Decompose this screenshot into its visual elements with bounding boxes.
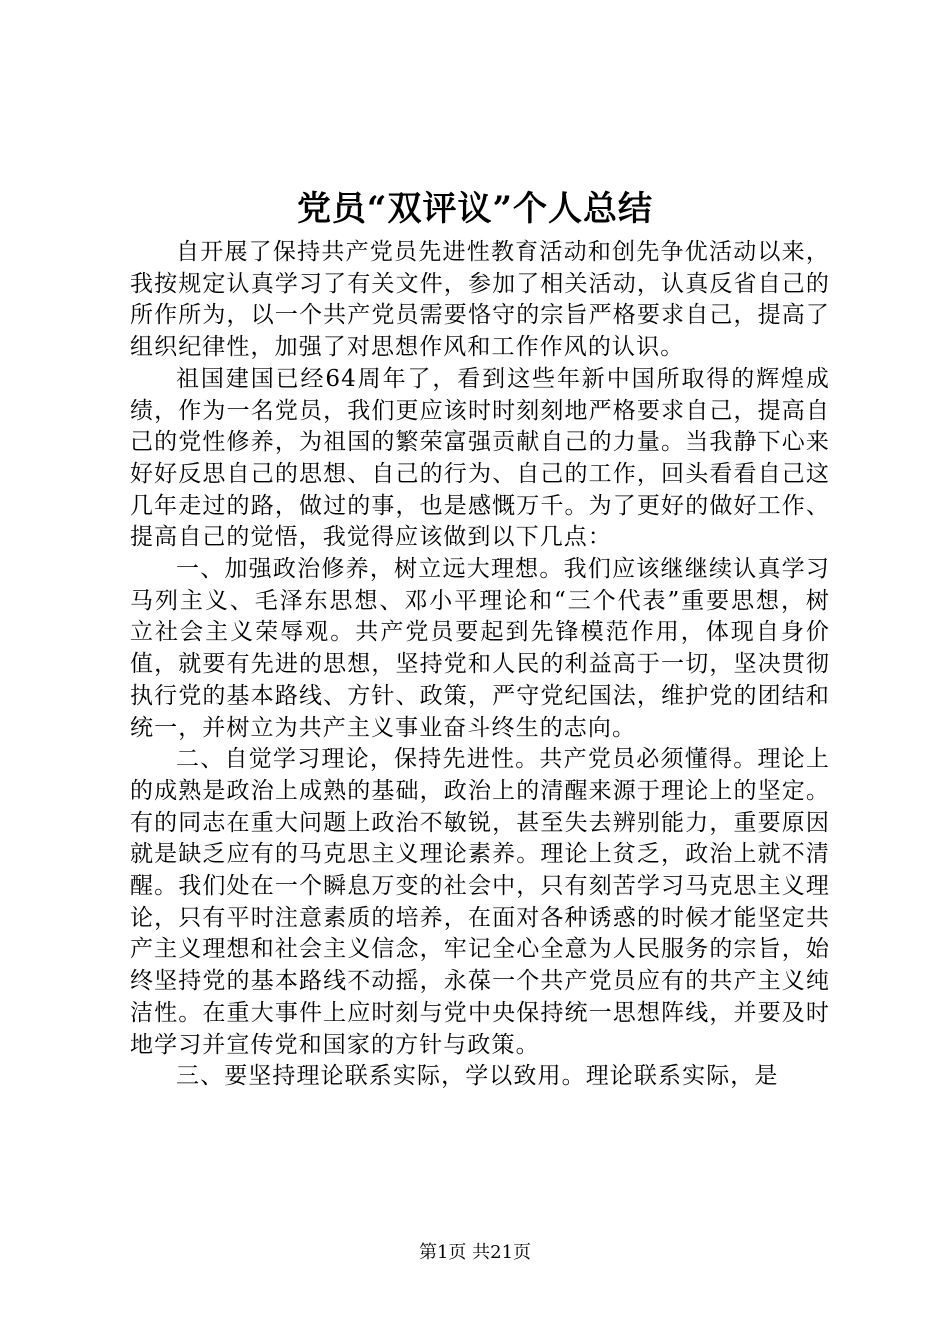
paragraph-point-one: 一、加强政治修养，树立远大理想。我们应该继继续认真学习马列主义、毛泽东思想、邓小平理论和“三个代表”重要思想，树立社会主义荣辱观。共产党员要起到先锋模范作用，体现自身价值，就要有先进的思想，坚持党和人民的利益高于一切，坚决贯彻执行党的基本路线、方针、政策，严守党纪国法，维护党的团结和统一，并树立为共产主义事业奋斗终生的志向。 <box>130 556 830 741</box>
paragraph-anniversary: 祖国建国已经64周年了，看到这些年新中国所取得的辉煌成绩，作为一名党员，我们更应该时时刻刻地严格要求自己，提高自己的党性修养，为祖国的繁荣富强贡献自己的力量。当我静下心来好好反思自己的思想、自己的行为、自己的工作，回头看看自己这几年走过的路，做过的事，也是感慨万千。为了更好的做好工作、提高自己的觉悟，我觉得应该做到以下几点： <box>130 365 830 551</box>
paragraph-point-three: 三、要坚持理论联系实际，学以致用。理论联系实际，是 <box>176 1063 779 1090</box>
paragraph-intro: 自开展了保持共产党员先进性教育活动和创先争优活动以来，我按规定认真学习了有关文件，参加了相关活动，认真反省自己的所作所为，以一个共产党员需要恪守的宗旨严格要求自己，提高了组织纪律性，加强了对思想作风和工作作风的认识。 <box>130 239 830 361</box>
paragraph-point-two: 二、自觉学习理论，保持先进性。共产党员必须懂得。理论上的成熟是政治上成熟的基础，政治上的清醒来源于理论上的坚定。有的同志在重大问题上政治不敏锐，甚至失去辨别能力，重要原因就是缺乏应有的马克思主义理论素养。理论上贫乏，政治上就不清醒。我们处在一个瞬息万变的社会中，只有刻苦学习马克思主义理论，只有平时注意素质的培养，在面对各种诱惑的时候才能坚定共产主义理想和社会主义信念，牢记全心全意为人民服务的宗旨，始终坚持党的基本路线不动摇，永葆一个共产党员应有的共产主义纯洁性。在重大事件上应时刻与党中央保持统一思想阵线，并要及时地学习并宣传党和国家的方针与政策。 <box>130 746 830 1058</box>
document-body <box>130 237 830 1093</box>
page-title: 党员“双评议”个人总结 <box>296 189 654 229</box>
page-number-footer: 第1页 共21页 <box>418 1242 532 1263</box>
